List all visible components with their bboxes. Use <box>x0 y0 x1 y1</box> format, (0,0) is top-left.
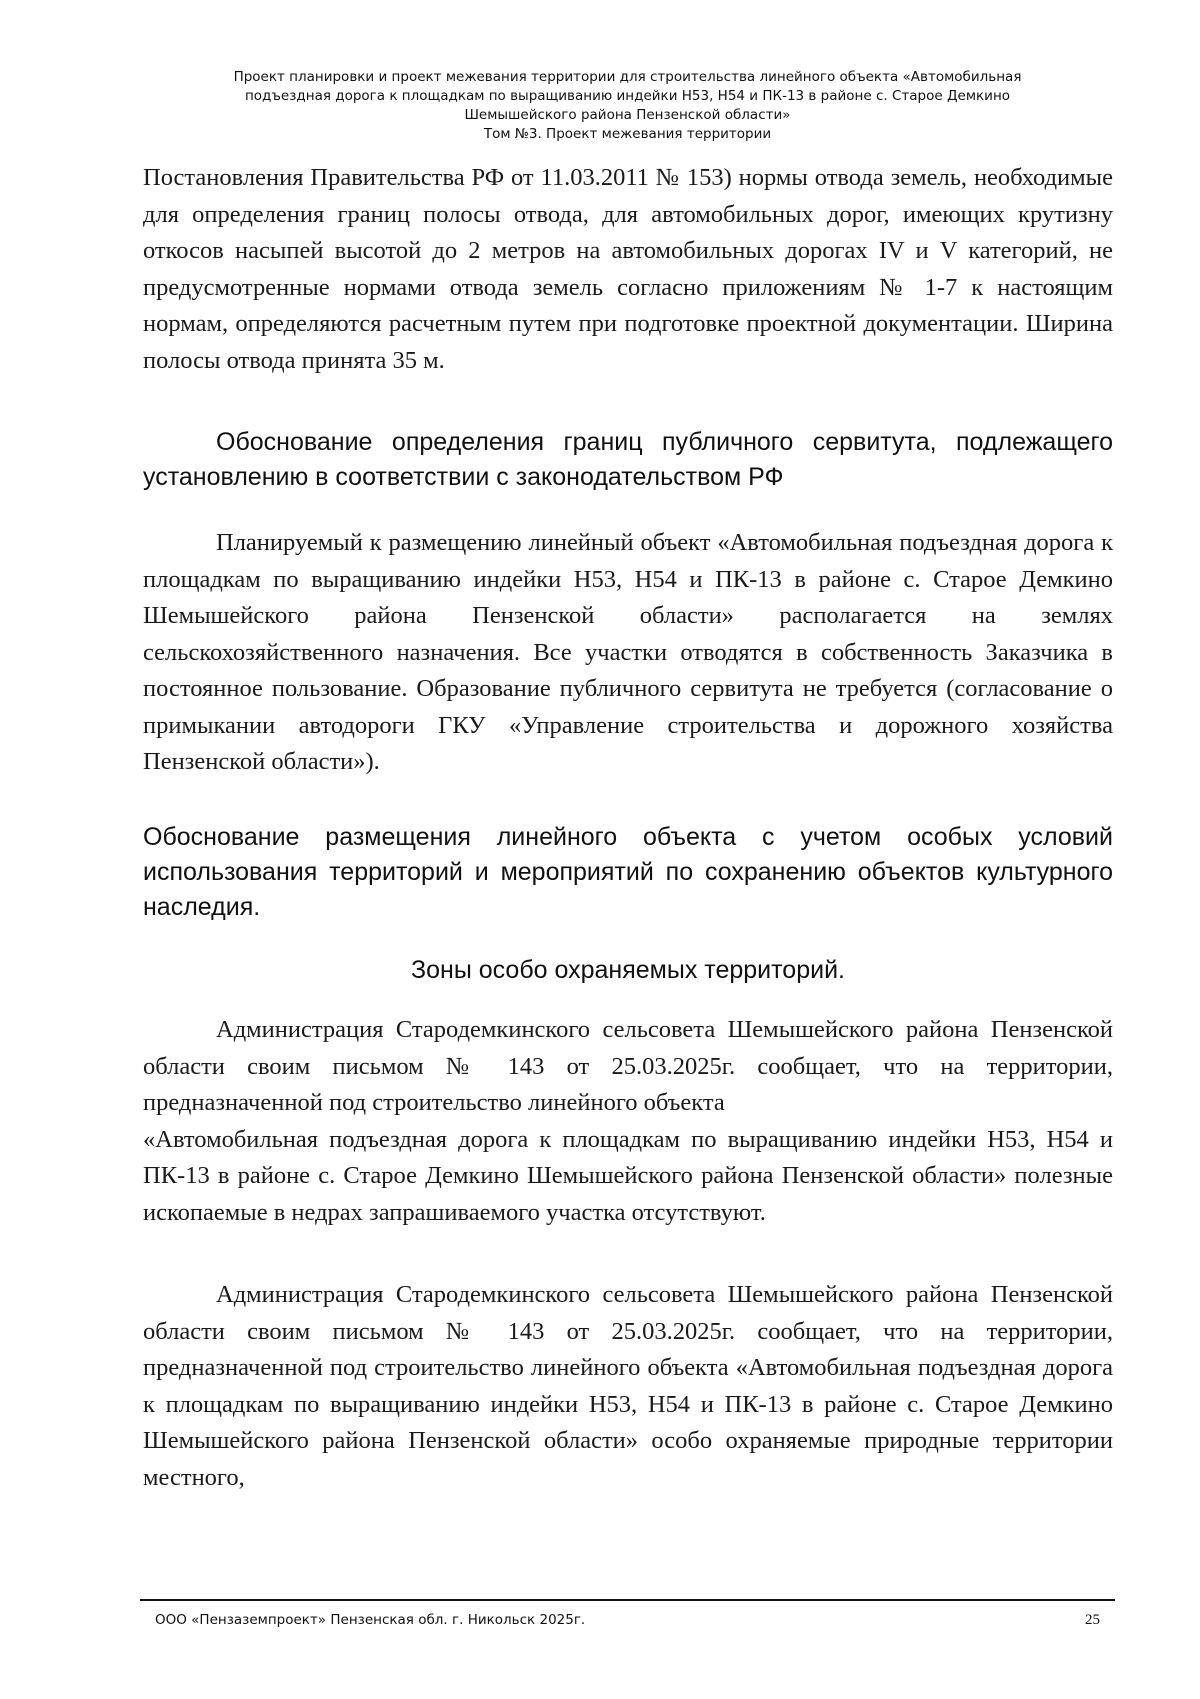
minerals-paragraph: Администрация Стародемкинского сельсовета Шемышейского района Пензенской области своим письмом № 143 от 25.03.2025г. сообщает, что на территории, предназначенной под строительство линейного объекта <box>143 1016 1113 1116</box>
running-header <box>140 68 1115 144</box>
continuation-block <box>143 160 1113 379</box>
protected-territories-block <box>143 1277 1113 1496</box>
header-line: подъездная дорога к площадкам по выращиванию индейки Н53, Н54 и ПК-13 в районе с. Старое Демкино <box>244 88 1011 104</box>
minerals-paragraph-continued: «Автомобильная подъездная дорога к площадкам по выращиванию индейки Н53, Н54 и ПК-13 в районе с. Старое Демкино Шемышейского района Пензенской области» полезные ископаемые в недрах запрашиваемого участка отсутствуют. <box>143 1125 1113 1226</box>
servitude-heading: Обоснование определения границ публичного сервитута, подлежащего установлению в соответствии с законодательством РФ <box>143 428 1113 491</box>
protected-territories-paragraph: Администрация Стародемкинского сельсовета Шемышейского района Пензенской области своим письмом № 143 от 25.03.2025г. сообщает, что на территории, предназначенной под строительство линейного объекта «Автомобильная подъездная дорога к площадкам по выращиванию индейки Н53, Н54 и ПК-13 в районе с. Старое Демкино Шемышейского района Пензенской области» особо охраняемые природные территории местного, <box>143 1281 1113 1491</box>
footer-rule <box>140 1599 1115 1601</box>
footer-organization: ООО «Пензаземпроект» Пензенская обл. г. Никольск 2025г. <box>155 1612 586 1628</box>
minerals-block <box>143 1012 1113 1231</box>
placement-heading: Обоснование размещения линейного объекта с учетом особых условий использования территорий и мероприятий по сохранению объектов культурного наследия. <box>143 823 1113 921</box>
header-line: Шемышейского района Пензенской области» <box>464 107 791 123</box>
header-line: Проект планировки и проект межевания территории для строительства линейного объекта «Автомобильная <box>233 69 1022 85</box>
protected-zones-subheading: Зоны особо охраняемых территорий. <box>411 956 845 984</box>
servitude-block <box>143 525 1113 781</box>
page-number: 25 <box>1085 1612 1100 1628</box>
continuation-paragraph: Постановления Правительства РФ от 11.03.2011 № 153) нормы отвода земель, необходимые для определения границ полосы отвода, для автомобильных дорог, имеющих крутизну откосов насыпей высотой до 2 метров на автомобильных дорогах IV и V категорий, не предусмотренные нормами отвода земель согласно приложениям № 1-7 к настоящим нормам, определяются расчетным путем при подготовке проектной документации. Ширина полосы отвода принята 35 м. <box>143 164 1113 374</box>
servitude-paragraph: Планируемый к размещению линейный объект «Автомобильная подъездная дорога к площадкам по выращиванию индейки Н53, Н54 и ПК-13 в районе с. Старое Демкино Шемышейского района Пензенской области» располагается на землях сельскохозяйственного назначения. Все участки отводятся в собственность Заказчика в постоянное пользование. Образование публичного сервитута не требуется (согласование о примыкании автодороги ГКУ «Управление строительства и дорожного хозяйства Пензенской области»). <box>143 529 1113 775</box>
header-line: Том №3. Проект межевания территории <box>483 126 772 142</box>
